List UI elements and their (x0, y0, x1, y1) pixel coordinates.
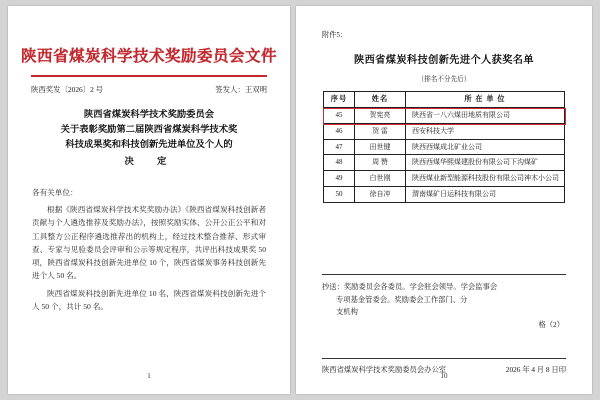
document-signer: 签发人：王双明 (215, 84, 267, 94)
cell-org: 渭南煤矿日运科技有限公司 (406, 186, 565, 202)
table-header-row (324, 92, 565, 108)
distribution-line-3: 支机构 (336, 307, 358, 317)
cell-name: 徐自冲 (355, 186, 406, 202)
cell-no: 45 (324, 108, 355, 124)
heading-line-3: 科技成果奖和科技创新先进单位及个人的 (65, 139, 233, 150)
distribution-block (322, 274, 566, 331)
document-page-right (296, 6, 592, 394)
footer-date: 2026 年 4 月 8 日印 (505, 365, 566, 374)
body-paragraph-2: 陕西省煤炭科技创新先进单位 10 名，陕西省煤炭科技创新先进个人 50 个，共计 50 名。 (32, 288, 266, 312)
cell-name: 白世刚 (355, 171, 406, 187)
cell-no: 48 (324, 155, 355, 171)
document-body (32, 186, 266, 314)
cell-org: 陕西西煤成北矿业公司 (406, 139, 565, 155)
heading-decision-word: 决 定 (124, 156, 174, 167)
document-page-left (8, 6, 290, 394)
cell-no: 50 (324, 186, 355, 202)
document-title: 陕西省煤炭科学技术奖励委员会文件 (20, 48, 277, 65)
award-list-title: 陕西省煤炭科技创新先进个人获奖名单 (354, 55, 534, 66)
award-table (323, 91, 565, 203)
title-divider-rule (31, 75, 267, 77)
award-list-subtitle: （排名不分先后） (417, 76, 471, 83)
heading-line-1: 陕西省煤炭科学技术奖励委员会 (83, 109, 215, 120)
award-table-body (324, 108, 565, 203)
recipient-line: 各有关单位： (32, 187, 78, 197)
document-meta-row (31, 84, 267, 95)
cell-org: 陕西省一八六煤田地质有限公司 (406, 108, 565, 124)
column-header-no: 序号 (324, 92, 355, 108)
attachment-label: 附件5： (322, 31, 348, 39)
table-row (324, 123, 565, 139)
heading-line-2: 关于表彰奖励第二届陕西省煤炭科学技术奖 (60, 124, 238, 135)
cell-name: 周 赞 (355, 155, 406, 171)
cell-org: 西安科技大学 (406, 123, 565, 139)
table-row (324, 155, 565, 171)
cell-no: 47 (324, 139, 355, 155)
page-number-left: 1 (147, 372, 151, 380)
table-row (324, 108, 565, 124)
cell-name: 贺 雷 (355, 123, 406, 139)
cell-name: 田世键 (355, 139, 406, 155)
distribution-line-2: 专项基金管委会。奖励委会工作部门、分 (336, 294, 468, 304)
footer-issuer: 陕西省煤炭科学技术奖励委员会办公室 (322, 365, 447, 374)
table-row (324, 186, 565, 202)
footer-page-label: 格（2） (538, 319, 564, 329)
page-number-right: 10 (440, 372, 448, 380)
distribution-line-1: 抄送：奖励委员会各委员。学会驻会领导。学会监事会 (322, 282, 498, 291)
document-number: 陕西奖发〔2026〕2 号 (31, 84, 104, 94)
table-row (324, 139, 565, 155)
body-paragraph-1: 根据《陕西省煤炭科学技术奖奖励办法》《陕西省煤炭科技创新者贡献与个人遴选推荐及奖励办法》，按照奖励实体、公开公正公平和对工具整方公正程序遴选推荐出的机构上，经过技术整合推荐、形式审查、专家与见验委员会评审和公示等规定程序，共评出科技成果奖 50 项，陕西省煤炭科技创新先进单位 10 个，陕西省煤炭事务科技创新先进个人 50 名。 (32, 205, 266, 281)
cell-org: 陕西西煤华熙煤建股份有限公司下沟煤矿 (406, 155, 565, 171)
cell-org: 陕西煤业新型能源科技股份有限公司神木小公司 (406, 171, 565, 187)
column-header-name: 姓名 (355, 92, 406, 108)
column-header-org: 所 在 单 位 (406, 92, 565, 108)
table-row (324, 171, 565, 187)
cell-no: 46 (324, 123, 355, 139)
cell-name: 贺宪亮 (355, 108, 406, 124)
cell-no: 49 (324, 171, 355, 187)
document-heading (8, 108, 290, 170)
